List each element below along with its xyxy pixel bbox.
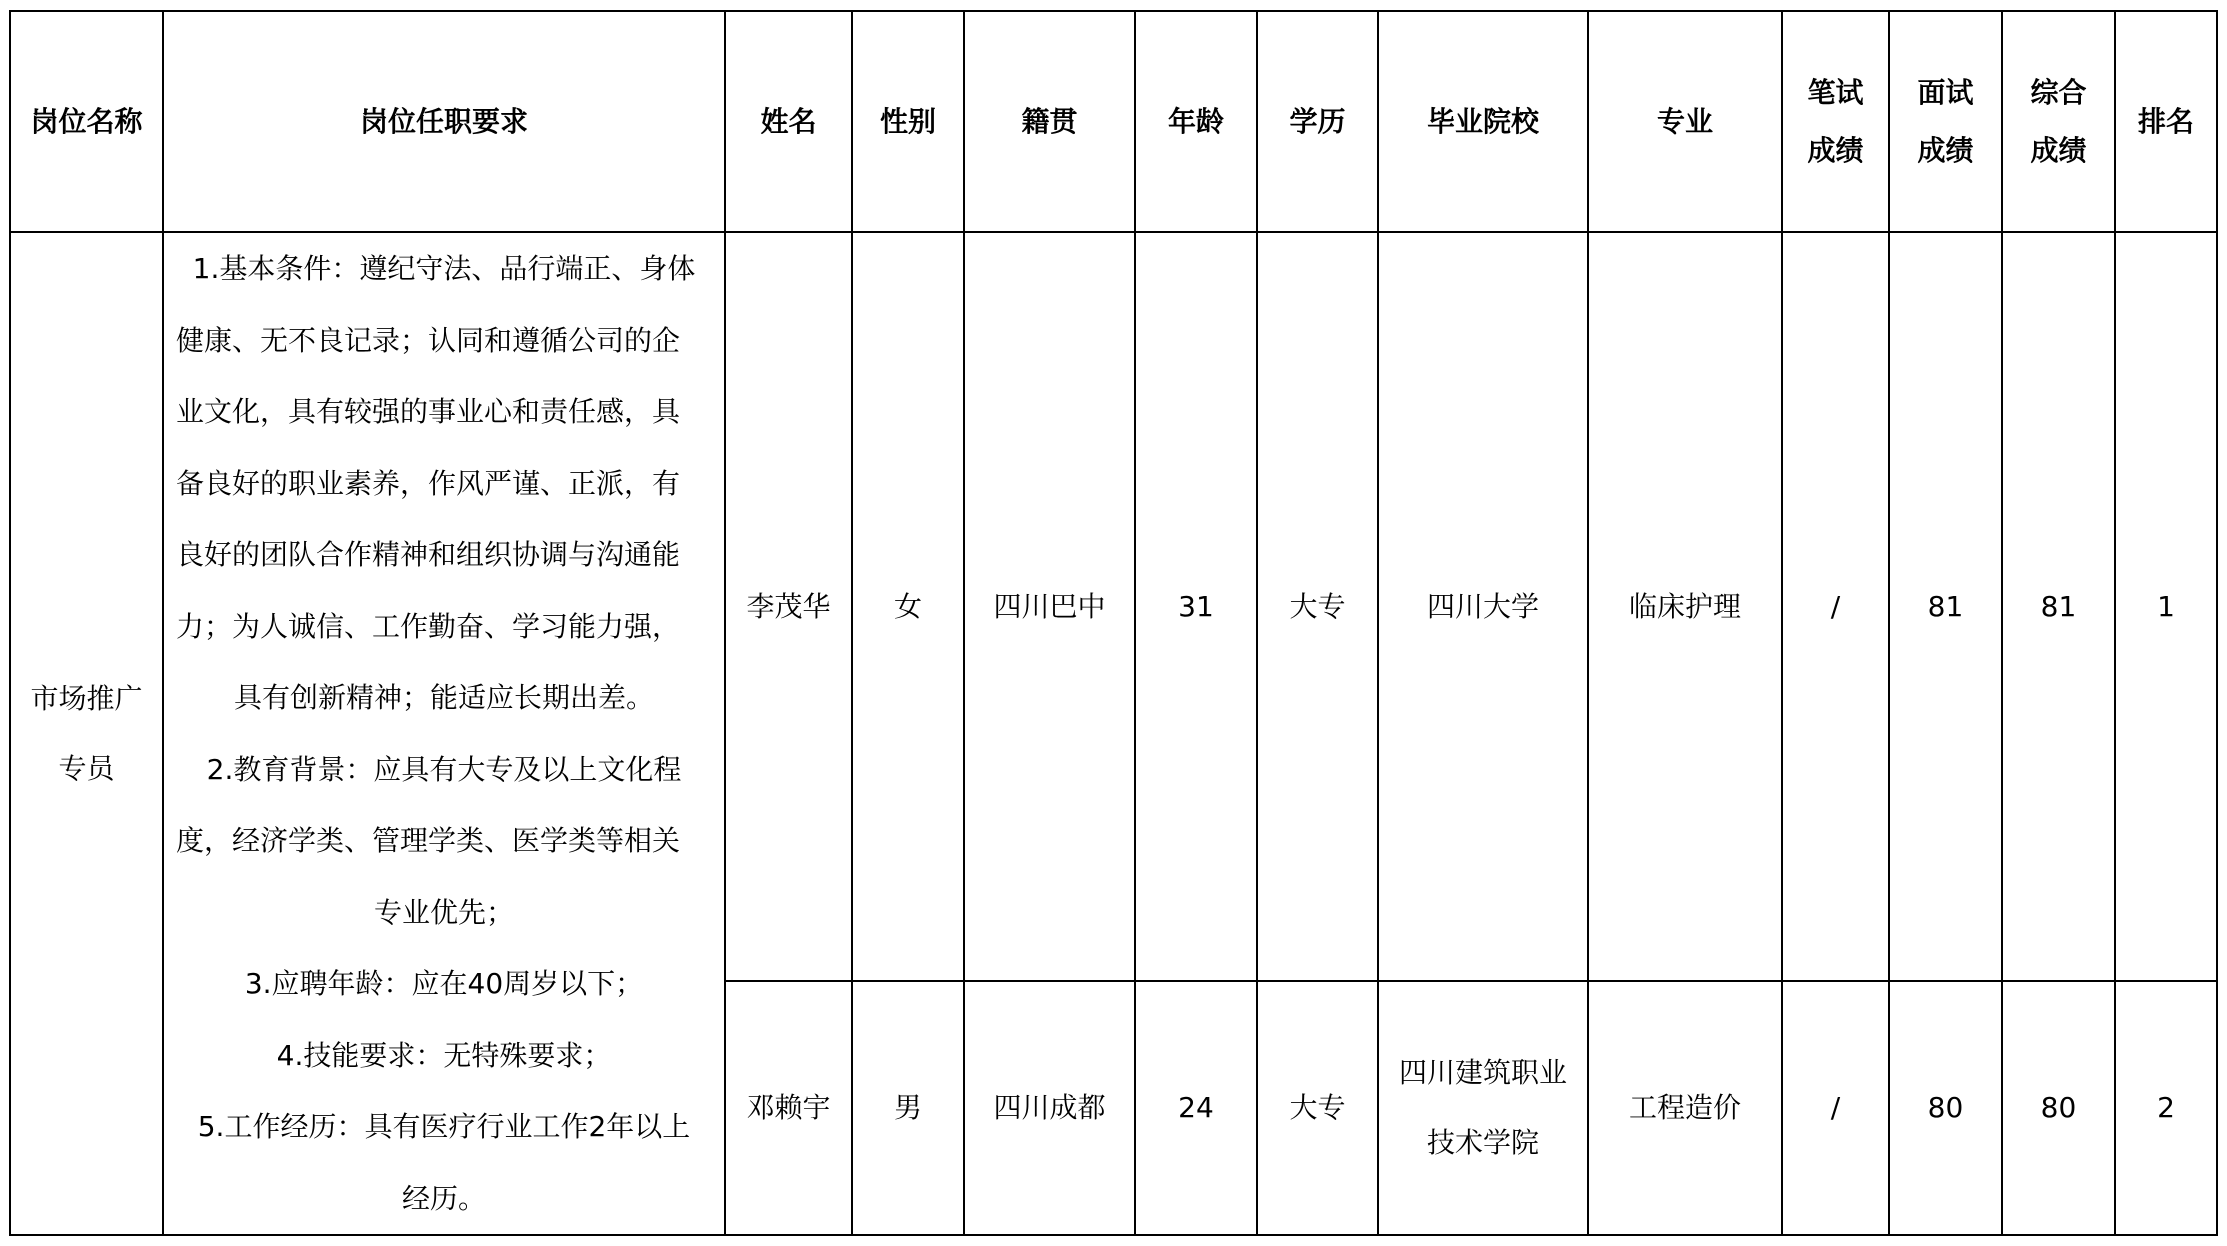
- candidate-education: 大专: [1257, 981, 1378, 1235]
- position-line: 市场推广: [30, 681, 143, 715]
- header-name: 姓名: [725, 11, 852, 232]
- candidate-interview-score: 81: [1889, 232, 2002, 981]
- header-total-score-line: 成绩: [2030, 133, 2087, 167]
- candidate-results-table: [9, 10, 2218, 1236]
- candidate-age: 24: [1135, 981, 1257, 1235]
- candidate-total-score: 80: [2002, 981, 2115, 1235]
- candidate-school: [1378, 232, 1588, 981]
- requirement-line: 具有创新精神；能适应长期出差。: [233, 681, 654, 714]
- header-written-score: [1782, 11, 1889, 232]
- requirement-line: 力；为人诚信、工作勤奋、学习能力强，: [176, 609, 681, 643]
- requirement-line: 专业优先；: [373, 895, 514, 929]
- header-age: 年龄: [1135, 11, 1257, 232]
- header-total-score-line: 综合: [2030, 75, 2087, 109]
- requirements-cell: [163, 232, 725, 1235]
- header-major: 专业: [1588, 11, 1782, 232]
- requirement-line: 4.技能要求：无特殊要求；: [276, 1038, 612, 1072]
- table-row: [10, 232, 2217, 981]
- requirement-line: 2.教育背景：应具有大专及以上文化程: [206, 752, 682, 786]
- header-requirements: 岗位任职要求: [163, 11, 725, 232]
- candidate-age: 31: [1135, 232, 1257, 981]
- candidate-name: 邓赖宇: [725, 981, 852, 1235]
- requirement-line: 业文化，具有较强的事业心和责任感，具: [176, 395, 681, 428]
- candidate-hometown: 四川巴中: [964, 232, 1135, 981]
- candidate-interview-score: 80: [1889, 981, 2002, 1235]
- header-row: [10, 11, 2217, 232]
- candidate-gender: 男: [852, 981, 964, 1235]
- header-education: 学历: [1257, 11, 1378, 232]
- header-interview-score-line: 成绩: [1917, 133, 1974, 167]
- requirement-line: 1.基本条件：遵纪守法、品行端正、身体: [192, 252, 696, 285]
- candidate-education: 大专: [1257, 232, 1378, 981]
- candidate-major: 临床护理: [1588, 232, 1782, 981]
- candidate-school: [1378, 981, 1588, 1235]
- candidate-school-line: 四川建筑职业: [1398, 1056, 1567, 1089]
- requirement-line: 备良好的职业素养，作风严谨、正派，有: [176, 466, 681, 500]
- requirement-line: 3.应聘年龄：应在40周岁以下；: [244, 967, 644, 1000]
- header-total-score: [2002, 11, 2115, 232]
- requirement-line: 良好的团队合作精神和组织协调与沟通能: [176, 538, 681, 571]
- candidate-written-score: /: [1782, 232, 1889, 981]
- requirement-line: 健康、无不良记录；认同和遵循公司的企: [176, 323, 681, 357]
- requirement-line: 度，经济学类、管理学类、医学类等相关: [176, 824, 681, 857]
- candidate-hometown: 四川成都: [964, 981, 1135, 1235]
- position-cell: [10, 232, 163, 1235]
- requirement-line: 经历。: [401, 1181, 486, 1215]
- results-sheet: [9, 10, 2218, 1236]
- header-interview-score: [1889, 11, 2002, 232]
- candidate-major: 工程造价: [1588, 981, 1782, 1235]
- header-position: 岗位名称: [10, 11, 163, 232]
- header-written-score-line: 笔试: [1807, 75, 1864, 109]
- requirement-line: 5.工作经历：具有医疗行业工作2年以上: [197, 1110, 691, 1143]
- candidate-name: 李茂华: [725, 232, 852, 981]
- header-hometown: 籍贯: [964, 11, 1135, 232]
- candidate-total-score: 81: [2002, 232, 2115, 981]
- candidate-gender: 女: [852, 232, 964, 981]
- candidate-written-score: /: [1782, 981, 1889, 1235]
- candidate-rank: 2: [2115, 981, 2217, 1235]
- header-gender: 性别: [852, 11, 964, 232]
- header-written-score-line: 成绩: [1807, 133, 1864, 167]
- candidate-school-line: 四川大学: [1426, 589, 1539, 623]
- header-school: 毕业院校: [1378, 11, 1588, 232]
- position-line: 专员: [58, 751, 115, 785]
- candidate-rank: 1: [2115, 232, 2217, 981]
- header-interview-score-line: 面试: [1917, 75, 1974, 109]
- candidate-school-line: 技术学院: [1426, 1126, 1539, 1159]
- header-rank: 排名: [2115, 11, 2217, 232]
